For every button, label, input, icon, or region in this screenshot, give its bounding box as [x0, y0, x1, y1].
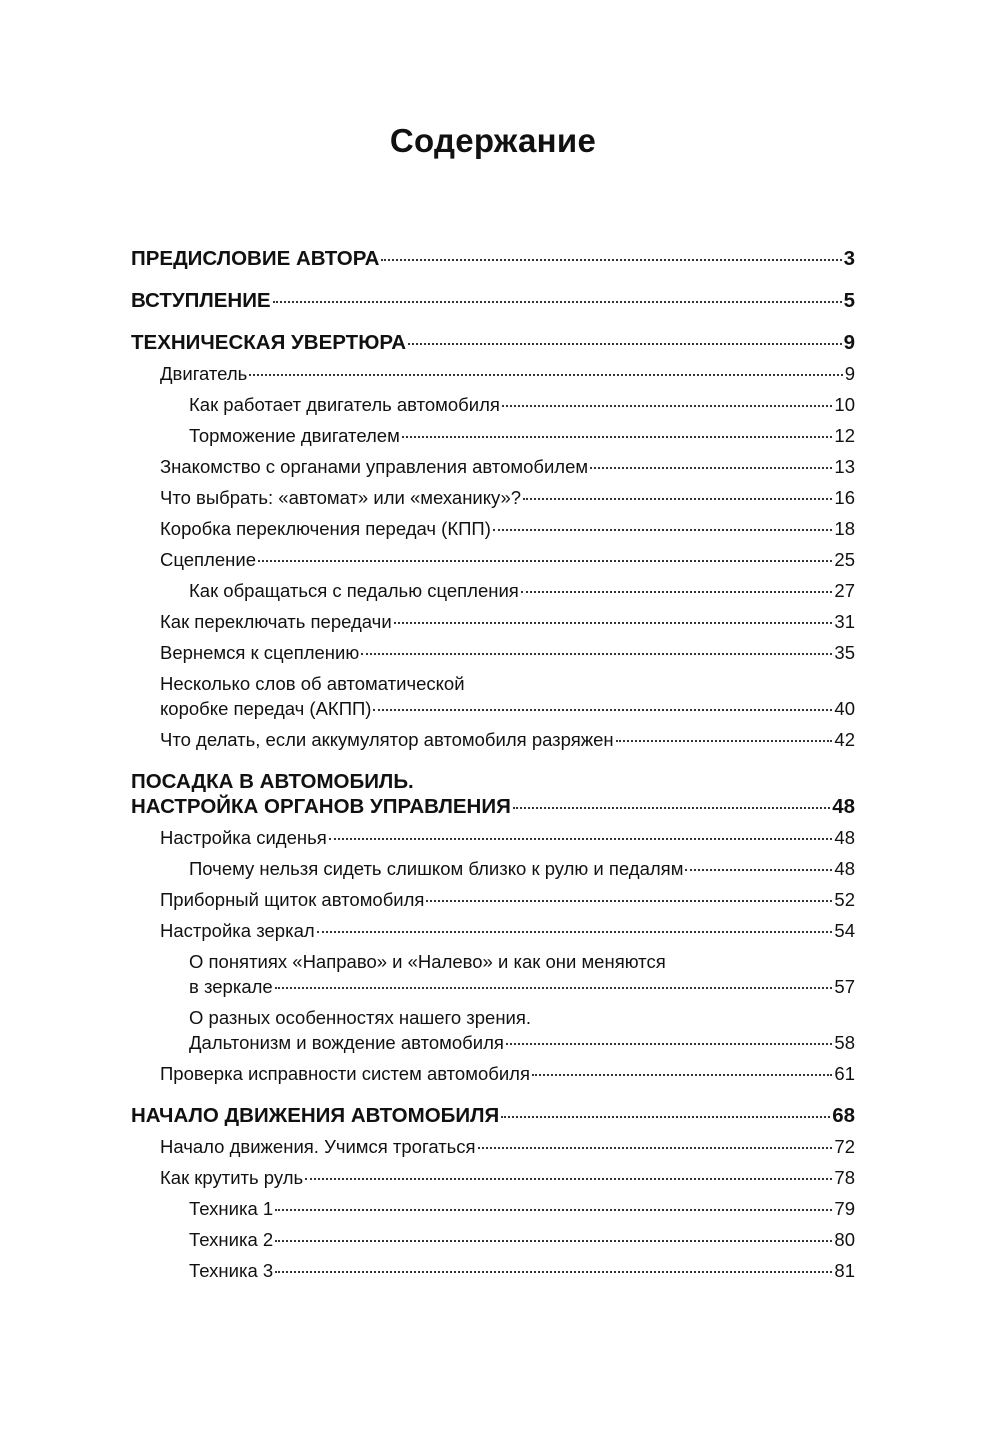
toc-entry-page: 81: [834, 1260, 855, 1281]
toc-entry[interactable]: [131, 946, 855, 1002]
toc-entry-page: 42: [834, 729, 855, 750]
dot-leader: [317, 931, 833, 933]
toc-entry-title: НАСТРОЙКА ОРГАНОВ УПРАВЛЕНИЯ: [131, 795, 511, 818]
dot-leader: [361, 653, 832, 655]
toc-entry-page: 61: [834, 1063, 855, 1084]
toc-entry-title: Техника 2: [189, 1229, 274, 1250]
toc-entry[interactable]: [131, 606, 855, 637]
toc-entry-title: Техника 3: [189, 1260, 274, 1281]
toc-entry-title: Двигатель: [160, 363, 248, 384]
toc-entry[interactable]: [131, 822, 855, 853]
toc-entry-title-line: О понятиях «Направо» и «Налево» и как они меняются: [189, 951, 666, 972]
toc-entry-title: Проверка исправности систем автомобиля: [160, 1063, 530, 1084]
toc-entry-page: 40: [834, 698, 855, 719]
dot-leader: [373, 709, 832, 711]
toc-entry-title: Что делать, если аккумулятор автомобиля разряжен: [160, 729, 614, 750]
dot-leader: [501, 1116, 830, 1118]
toc-entry-page: 48: [834, 858, 855, 879]
dot-leader: [532, 1074, 832, 1076]
dot-leader: [258, 560, 832, 562]
toc-entry[interactable]: [131, 544, 855, 575]
dot-leader: [275, 1240, 832, 1242]
dot-leader: [394, 622, 833, 624]
toc-entry[interactable]: [131, 1131, 855, 1162]
toc-entry-page: 68: [832, 1104, 855, 1127]
toc-entry-title: Как обращаться с педалью сцепления: [189, 580, 519, 601]
dot-leader: [523, 498, 832, 500]
toc-entry-title: в зеркале: [189, 976, 273, 997]
toc-entry[interactable]: [131, 1058, 855, 1089]
toc-entry-title: Почему нельзя сидеть слишком близко к рулю и педалям: [189, 858, 684, 879]
toc-entry[interactable]: [131, 1100, 855, 1131]
toc-entry[interactable]: [131, 1193, 855, 1224]
dot-leader: [402, 436, 833, 438]
toc-entry-title: Коробка переключения передач (КПП): [160, 518, 491, 539]
dot-leader: [502, 405, 833, 407]
toc-entry-page: 48: [832, 795, 855, 818]
toc-entry-title-line: О разных особенностях нашего зрения.: [189, 1007, 532, 1028]
toc-entry[interactable]: [131, 358, 855, 389]
toc-entry-page: 12: [834, 425, 855, 446]
toc-entry-title: Приборный щиток автомобиля: [160, 889, 425, 910]
toc-entry-title: Что выбрать: «автомат» или «механику»?: [160, 487, 522, 508]
toc-entry-title: Сцепление: [160, 549, 256, 570]
toc-entry-title: ТЕХНИЧЕСКАЯ УВЕРТЮРА: [131, 331, 407, 354]
dot-leader: [275, 1209, 832, 1211]
toc-entry[interactable]: [131, 915, 855, 946]
toc-entry[interactable]: [131, 637, 855, 668]
dot-leader: [305, 1178, 832, 1180]
toc-entry-title: Как переключать передачи: [160, 611, 392, 632]
toc-entry[interactable]: [131, 451, 855, 482]
dot-leader: [275, 987, 833, 989]
dot-leader: [616, 740, 833, 742]
toc-entry-page: 18: [834, 518, 855, 539]
toc-entry[interactable]: [131, 1002, 855, 1058]
toc-entry-title: Знакомство с органами управления автомобилем: [160, 456, 589, 477]
toc-entry-page: 13: [834, 456, 855, 477]
toc-entry-title: ВСТУПЛЕНИЕ: [131, 289, 271, 312]
toc-entry-page: 48: [834, 827, 855, 848]
dot-leader: [273, 301, 842, 303]
toc-entry[interactable]: [131, 1162, 855, 1193]
toc-entry[interactable]: [131, 420, 855, 451]
toc-entry-title: Начало движения. Учимся трогаться: [160, 1136, 476, 1157]
toc-entry-page: 9: [843, 331, 855, 354]
dot-leader: [426, 900, 832, 902]
toc-entry-page: 52: [834, 889, 855, 910]
toc-entry[interactable]: [131, 884, 855, 915]
toc-entry[interactable]: [131, 668, 855, 724]
toc-entry[interactable]: [131, 389, 855, 420]
toc-entry-page: 57: [834, 976, 855, 997]
toc-entry-title: Техника 1: [189, 1198, 274, 1219]
toc-entry-page: 16: [834, 487, 855, 508]
toc-entry[interactable]: [131, 575, 855, 606]
dot-leader: [493, 529, 833, 531]
dot-leader: [513, 807, 830, 809]
toc-entry[interactable]: [131, 285, 855, 316]
toc-entry-page: 72: [834, 1136, 855, 1157]
toc-entry-title: Как работает двигатель автомобиля: [189, 394, 500, 415]
toc-entry-title: НАЧАЛО ДВИЖЕНИЯ АВТОМОБИЛЯ: [131, 1104, 500, 1127]
toc-entry-title: Вернемся к сцеплению: [160, 642, 360, 663]
toc-entry-title: Настройка зеркал: [160, 920, 315, 941]
dot-leader: [478, 1147, 833, 1149]
dot-leader: [329, 838, 833, 840]
toc-entry-page: 78: [834, 1167, 855, 1188]
toc-entry[interactable]: [131, 513, 855, 544]
toc-entry-title: коробке передач (АКПП): [160, 698, 372, 719]
toc-entry-page: 35: [834, 642, 855, 663]
toc-entry-page: 5: [843, 289, 855, 312]
toc-entry-title-line: ПОСАДКА В АВТОМОБИЛЬ.: [131, 770, 414, 793]
dot-leader: [408, 343, 842, 345]
toc-entry-title: Дальтонизм и вождение автомобиля: [189, 1032, 504, 1053]
toc-entry[interactable]: [131, 482, 855, 513]
toc-entry-page: 31: [834, 611, 855, 632]
dot-leader: [381, 259, 841, 261]
dot-leader: [521, 591, 833, 593]
dot-leader: [590, 467, 832, 469]
toc-entry[interactable]: [131, 724, 855, 755]
dot-leader: [685, 869, 832, 871]
toc-entry[interactable]: [131, 1255, 855, 1286]
toc-entry-page: 9: [844, 363, 855, 384]
toc-entry-page: 80: [834, 1229, 855, 1250]
toc-entry[interactable]: [131, 327, 855, 358]
toc-entry[interactable]: [131, 1224, 855, 1255]
toc-entry-page: 25: [834, 549, 855, 570]
toc-entry[interactable]: [131, 766, 855, 822]
dot-leader: [275, 1271, 832, 1273]
toc-entry-page: 54: [834, 920, 855, 941]
toc-entry-title-line: Несколько слов об автоматической: [160, 673, 465, 694]
toc-entry-title: Как крутить руль: [160, 1167, 304, 1188]
dot-leader: [506, 1043, 833, 1045]
toc-entry-page: 3: [843, 247, 855, 270]
page-title: Содержание: [389, 122, 597, 159]
dot-leader: [249, 374, 842, 376]
toc-entry[interactable]: [131, 243, 855, 274]
toc-entry-page: 58: [834, 1032, 855, 1053]
toc-entry-title: Настройка сиденья: [160, 827, 327, 848]
toc-entry[interactable]: [131, 853, 855, 884]
toc-entry-page: 79: [834, 1198, 855, 1219]
toc-entry-title: ПРЕДИСЛОВИЕ АВТОРА: [131, 247, 380, 270]
table-of-contents: [131, 243, 855, 1286]
toc-entry-page: 10: [834, 394, 855, 415]
toc-entry-page: 27: [834, 580, 855, 601]
toc-entry-title: Торможение двигателем: [189, 425, 400, 446]
